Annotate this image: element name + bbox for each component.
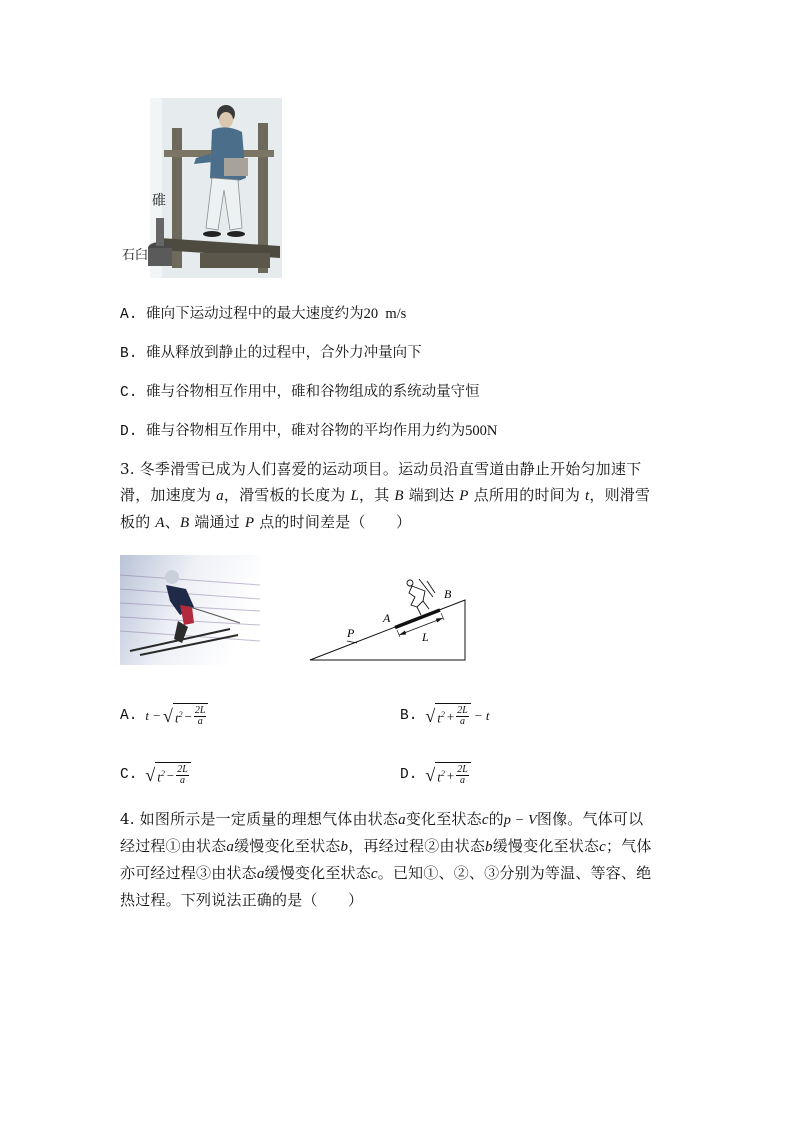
figure-pestle-illustration: [120, 98, 282, 278]
q2-option-b: B. 碓从释放到静止的过程中，合外力冲量向下: [120, 345, 422, 362]
incline-diagram: [305, 575, 475, 665]
skier-photo: [120, 555, 260, 665]
q3-option-a: A. t − √ $t^2$ − $\frac{2L}{a}$: [120, 703, 208, 728]
label-shijiu: 石臼: [122, 248, 149, 263]
q3-line-1: 3. 冬季滑雪已成为人们喜爱的运动项目。运动员沿直雪道由静止开始匀加速下: [120, 460, 642, 478]
incline-svg: [305, 575, 475, 665]
q3-stem: [120, 458, 680, 535]
q2-option-d: D. 碓与谷物相互作用中，碓对谷物的平均作用力约为500N: [120, 423, 498, 440]
q3-line-3: 板的 A、B 端通过 P 点的时间差是（ ）: [120, 513, 412, 531]
diagram-label-b: B: [444, 587, 452, 601]
q3-line-2: 滑，加速度为 a，滑雪板的长度为 L，其 B 端到达 P 点所用的时间为 t，则滑雪: [120, 486, 651, 504]
q4-line-4: 热过程。下列说法正确的是（ ）: [120, 891, 364, 909]
q3-option-c: C. √ $t^2$ − $\frac{2L}{a}$: [120, 762, 191, 787]
diagram-label-p: P: [347, 626, 355, 640]
q3-option-b: B. √ $t^2$ + $\frac{2L}{a}$ − t: [400, 703, 489, 728]
q4-line-3: 亦可经过程③由状态a缓慢变化至状态c。已知①、②、③分别为等温、等容、绝: [120, 864, 652, 882]
q4-line-1: 4. 如图所示是一定质量的理想气体由状态a变化至状态c的p − V图像。气体可以: [120, 810, 644, 828]
q4-line-2: 经过程①由状态a缓慢变化至状态b，再经过程②由状态b缓慢变化至状态c；气体: [120, 837, 652, 855]
label-dui: 碓: [152, 193, 166, 209]
skier-drawing: [120, 555, 260, 665]
q2-option-a: A. 碓向下运动过程中的最大速度约为20 m/s: [120, 306, 407, 323]
q4-stem: [120, 808, 680, 912]
diagram-label-l: L: [422, 630, 429, 644]
q3-option-d: D. √ $t^2$ + $\frac{2L}{a}$: [400, 762, 471, 787]
q2-option-c: C. 碓与谷物相互作用中，碓和谷物组成的系统动量守恒: [120, 384, 480, 401]
diagram-label-a: A: [383, 611, 391, 625]
